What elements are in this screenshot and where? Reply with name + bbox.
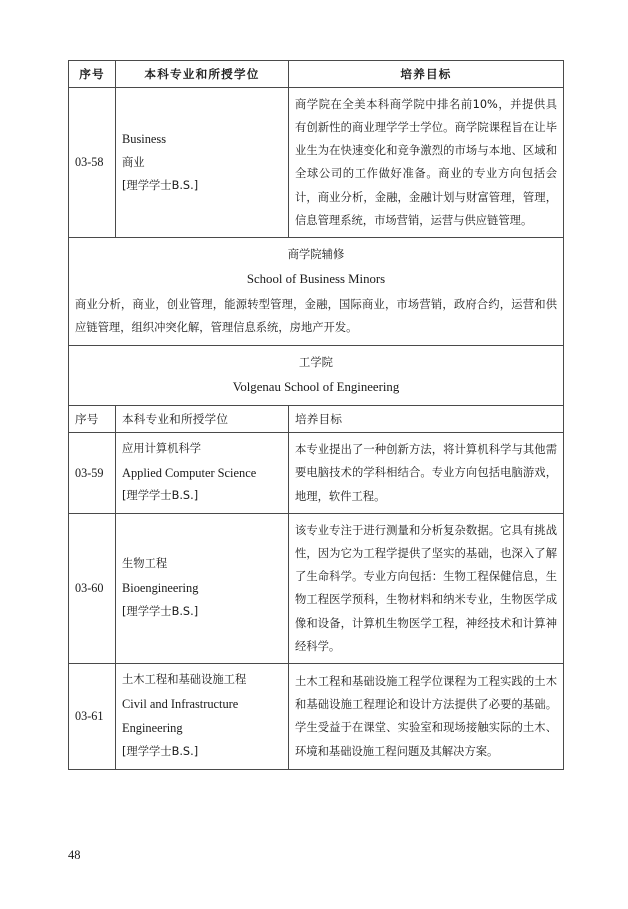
header-col-no: 序号 xyxy=(69,61,116,88)
header-col-no: 序号 xyxy=(69,406,116,433)
program-degree: [理学学士B.S.] xyxy=(122,604,199,618)
table-row xyxy=(69,514,564,664)
program-name-cn: 生物工程 xyxy=(122,557,168,571)
section-title-cn: 商学院辅修 xyxy=(287,247,345,261)
section-cell xyxy=(69,345,564,405)
row-number: 03-59 xyxy=(69,433,116,514)
section-row-engineering xyxy=(69,345,564,405)
program-degree: [理学学士B.S.] xyxy=(122,178,199,192)
section-body: 商业分析，商业，创业管理，能源转型管理，金融，国际商业，市场营销，政府合约，运营和供应链管理，组织冲突化解，管理信息系统，房地产开发。 xyxy=(75,298,557,335)
row-goal: 商学院在全美本科商学院中排名前10%，并提供具有创新性的商业理学学士学位。商学院课程旨在让毕业生为在快速变化和竞争激烈的市场与本地、区域和全球公司的工作做好准备。商业的专业方向包括会计，商业分析，金融，金融计划与财富管理，管理，信息管理系统，市场营销，运营与供应链管理。 xyxy=(289,88,564,238)
section-row-business-minors xyxy=(69,237,564,345)
row-goal: 土木工程和基础设施工程学位课程为工程实践的土木和基础设施工程理论和设计方法提供了必要的基础。学生受益于在课堂、实验室和现场接触实际的土木、环境和基础设施工程问题及其解决方案。 xyxy=(289,663,564,769)
row-program xyxy=(116,88,289,238)
row-goal: 该专业专注于进行测量和分析复杂数据。它具有挑战性，因为它为工程学提供了坚实的基础，也深入了解了生命科学。专业方向包括：生物工程保健信息，生物工程医学预科，生物材料和纳米专业，生物医学成像和设备，计算机生物医学工程，神经技术和计算神经科学。 xyxy=(289,514,564,664)
program-name-en: Civil and Infrastructure Engineering xyxy=(122,696,239,736)
section-cell xyxy=(69,237,564,345)
row-goal: 本专业提出了一种创新方法，将计算机科学与其他需要电脑技术的学科相结合。专业方向包括电脑游戏，地理，软件工程。 xyxy=(289,433,564,514)
table-header-row-engineering xyxy=(69,406,564,433)
row-number: 03-61 xyxy=(69,663,116,769)
header-col-goal: 培养目标 xyxy=(289,406,564,433)
header-col-program: 本科专业和所授学位 xyxy=(116,61,289,88)
section-title-en: School of Business Minors xyxy=(246,272,386,287)
row-program xyxy=(116,433,289,514)
page-number: 48 xyxy=(68,848,81,862)
section-title-cn: 工学院 xyxy=(299,355,333,369)
program-name-cn: 土木工程和基础设施工程 xyxy=(122,672,247,686)
program-name-en: Applied Computer Science xyxy=(122,465,257,480)
table-header-row-business xyxy=(69,61,564,88)
program-name-en: Bioengineering xyxy=(122,581,199,596)
row-program xyxy=(116,663,289,769)
row-number: 03-60 xyxy=(69,514,116,664)
header-col-program: 本科专业和所授学位 xyxy=(116,406,289,433)
table-row xyxy=(69,663,564,769)
program-name-cn: 应用计算机科学 xyxy=(122,442,202,455)
program-name-en: Business xyxy=(122,132,167,147)
section-title-en: Volgenau School of Engineering xyxy=(232,379,400,394)
header-col-goal: 培养目标 xyxy=(289,61,564,88)
programs-table xyxy=(68,60,564,770)
program-name-cn: 商业 xyxy=(122,156,145,170)
table-row xyxy=(69,88,564,238)
row-number: 03-58 xyxy=(69,88,116,238)
row-program xyxy=(116,514,289,664)
program-degree: [理学学士B.S.] xyxy=(122,745,199,759)
program-degree: [理学学士B.S.] xyxy=(122,489,199,503)
table-row xyxy=(69,433,564,514)
